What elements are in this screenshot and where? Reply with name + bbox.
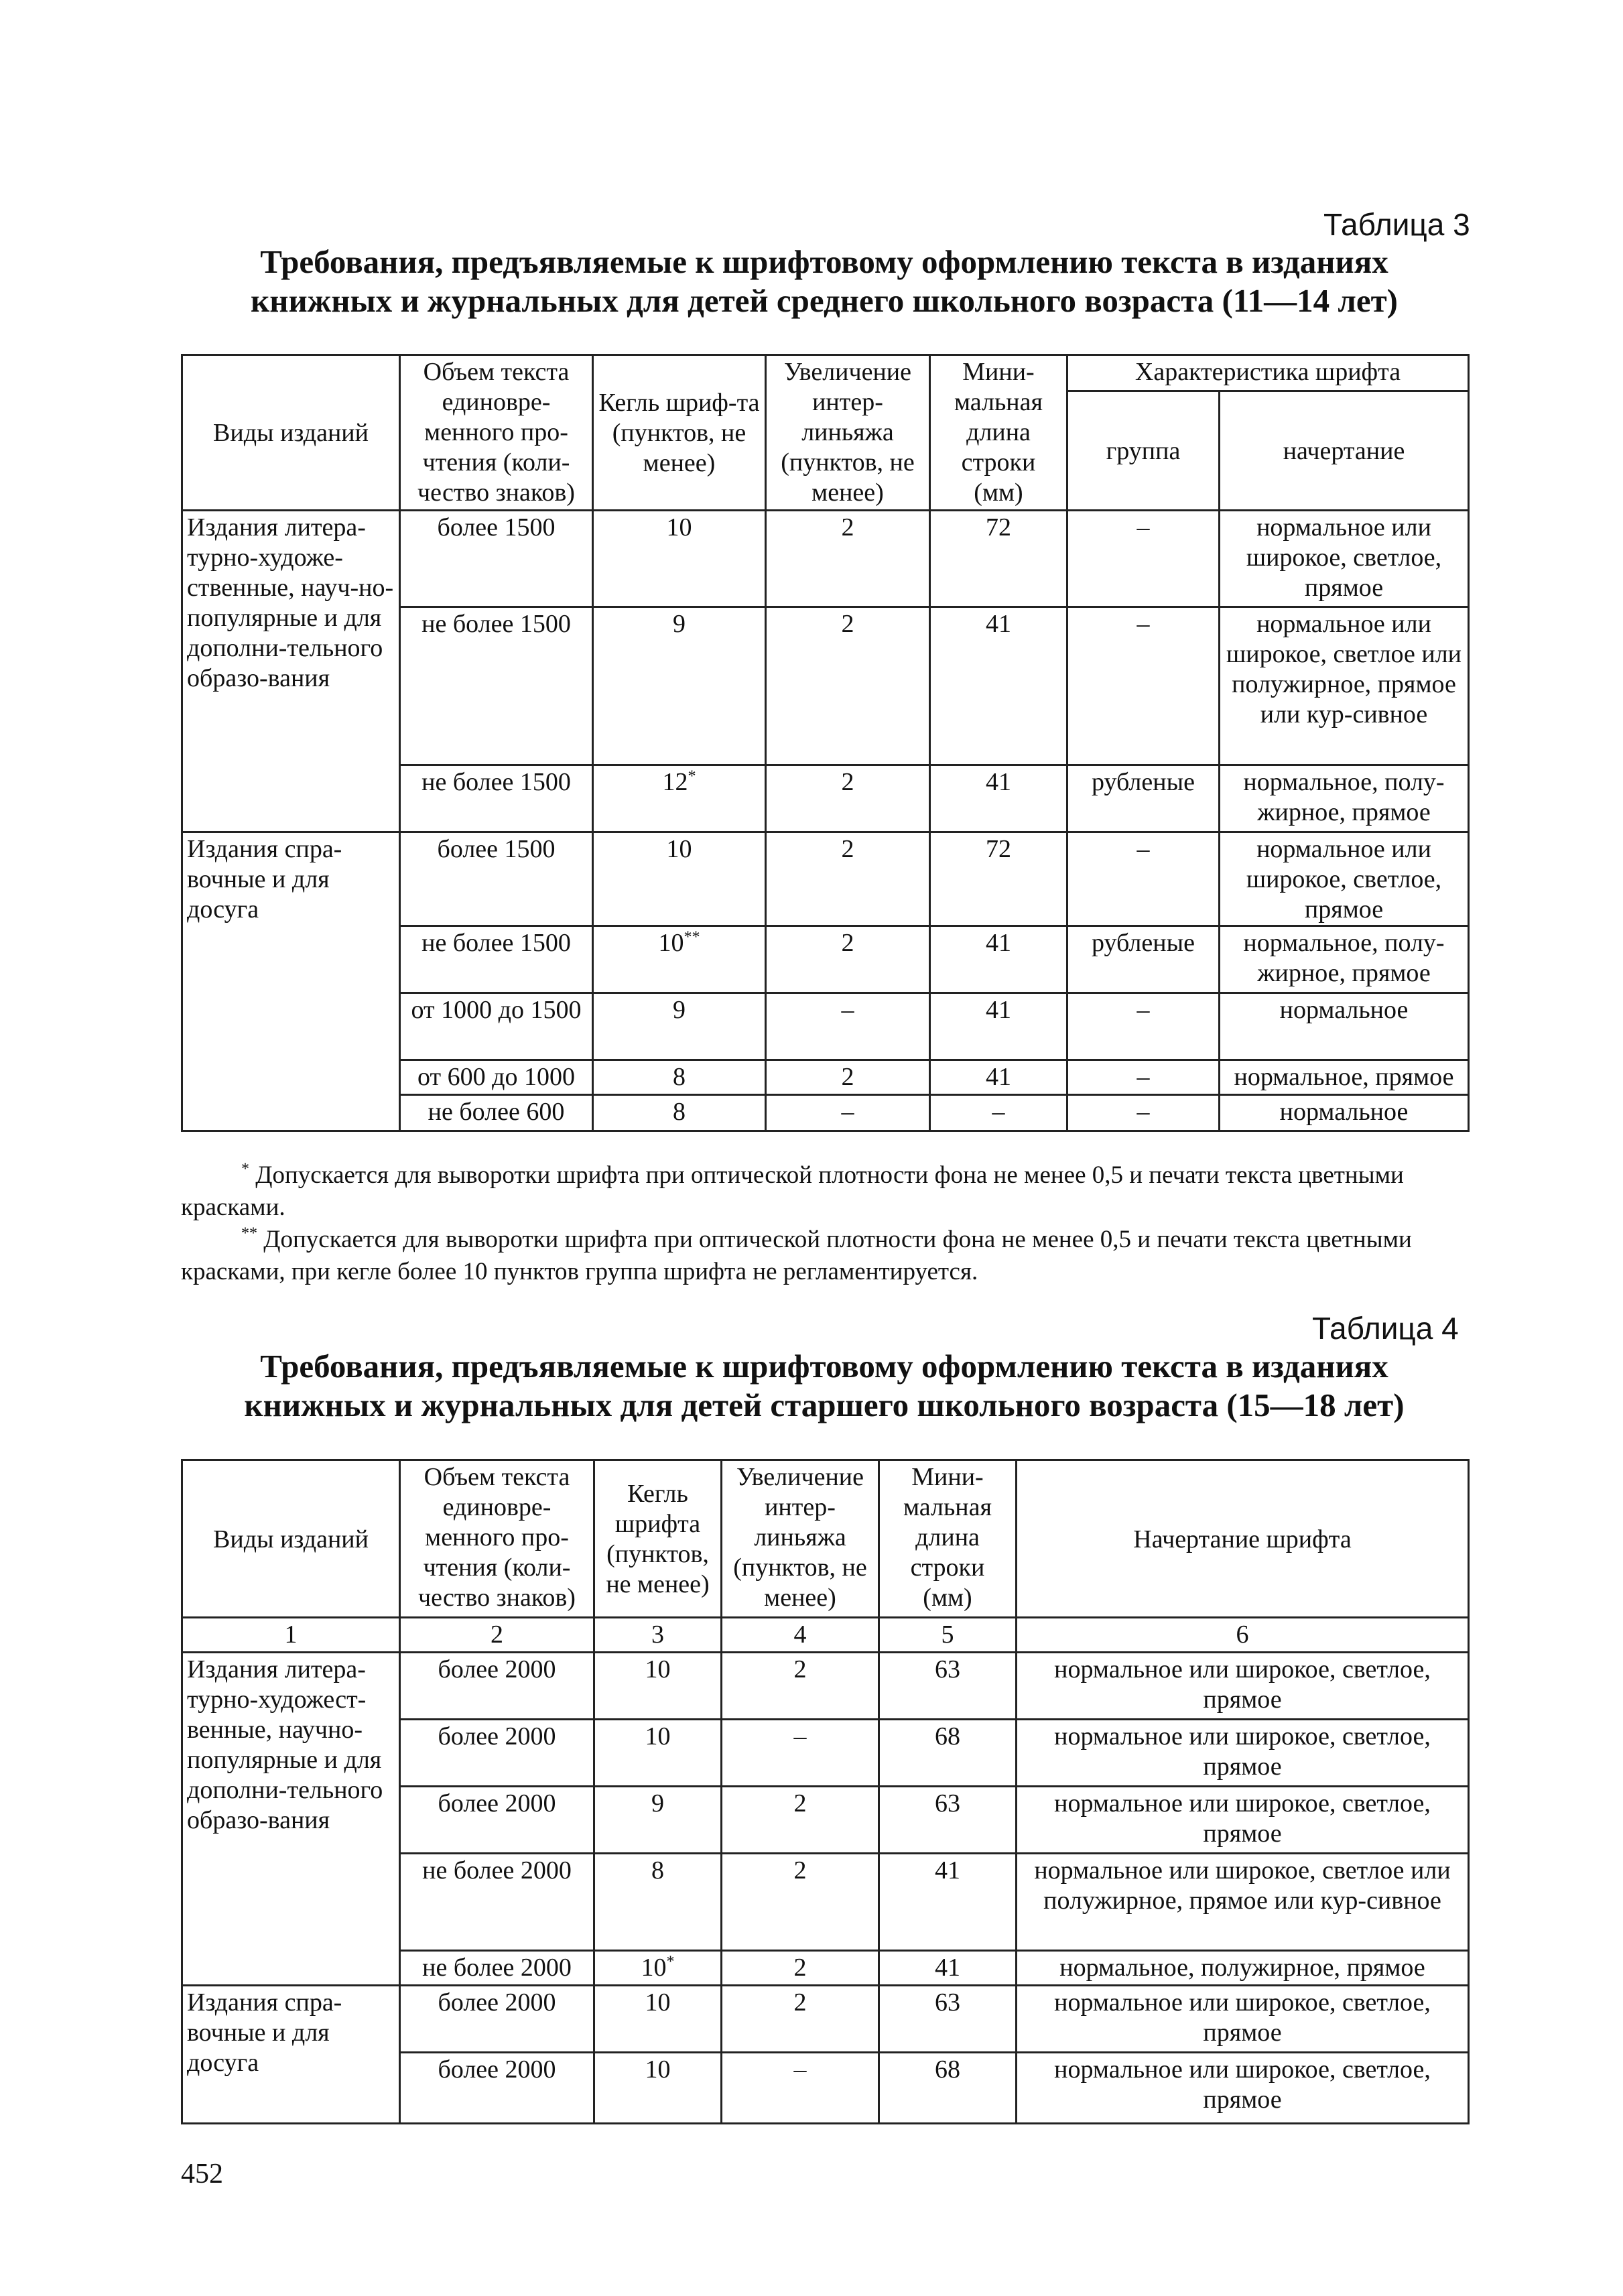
t4-header-kind: Виды изданий	[182, 1460, 400, 1618]
t4-header-volume: Объем текста единовре-менного про-чтения (коли-чество знаков)	[400, 1460, 594, 1618]
t3-cell-group: –	[1067, 832, 1220, 926]
t4-cell-minlen: 63	[879, 1653, 1017, 1720]
t4-header-minlen: Мини-мальная длина строки (мм)	[879, 1460, 1017, 1618]
t4-cell-style: нормальное или широкое, светлое, прямое	[1017, 1986, 1469, 2053]
table4-title	[181, 1347, 1468, 1425]
t4-header-leading: Увеличение интер-линьяжа (пунктов, не менее)	[722, 1460, 879, 1618]
table3-label: Таблица 3	[1323, 207, 1470, 242]
t3-cell-minlen: 72	[930, 832, 1067, 926]
t4-cell-volume: более 2000	[400, 1653, 594, 1720]
footnote-1: * Допускается для выворотки шрифта при оптической плотности фона не менее 0,5 и печати текста цветными красками.	[181, 1160, 1404, 1221]
t3-cell-size: 8	[593, 1060, 766, 1095]
t4-cell-leading: 2	[722, 1986, 879, 2053]
t3-cell-group: –	[1067, 511, 1220, 607]
table3	[181, 354, 1470, 1132]
t3-cell-group: –	[1067, 607, 1220, 765]
t3-cell-size: 9	[593, 607, 766, 765]
table3-title-line2: книжных и журнальных для детей среднего школьного возраста (11—14 лет)	[250, 282, 1398, 319]
t3-cell-minlen: 72	[930, 511, 1067, 607]
t3-cell-style: нормальное, полу-жирное, прямое	[1220, 926, 1469, 993]
t3-cell-size: 10	[593, 511, 766, 607]
t4-colnum: 3	[594, 1618, 722, 1653]
t3-cell-volume: более 1500	[400, 832, 593, 926]
t3-cell-group: рубленые	[1067, 926, 1220, 993]
t4-cell-volume: не более 2000	[400, 1951, 594, 1986]
t4-cell-leading: 2	[722, 1653, 879, 1720]
t4-cell-volume: более 2000	[400, 1986, 594, 2053]
t4-kind1: Издания литера-турно-художест-венные, научно-популярные и для дополни-тельного образо-вания	[182, 1653, 400, 1986]
t3-header-group: группа	[1067, 391, 1220, 511]
t4-cell-size: 9	[594, 1787, 722, 1854]
t3-cell-leading: 2	[766, 832, 930, 926]
t3-cell-group: –	[1067, 993, 1220, 1060]
t3-cell-volume: более 1500	[400, 511, 593, 607]
t4-cell-volume: не более 2000	[400, 1854, 594, 1951]
table-row	[182, 511, 1469, 607]
t4-cell-size: 8	[594, 1854, 722, 1951]
t3-kind1: Издания литера-турно-художе-ственные, науч-но-популярные и для дополни-тельного образо-вания	[182, 511, 400, 832]
t4-cell-volume: более 2000	[400, 1720, 594, 1787]
t4-cell-style: нормальное или широкое, светлое, прямое	[1017, 1720, 1469, 1787]
t4-cell-size: 10	[594, 2053, 722, 2124]
t3-header-leading: Увеличение интер-линьяжа (пунктов, не менее)	[766, 355, 930, 511]
table-row	[182, 1986, 1469, 2053]
t4-cell-leading: 2	[722, 1787, 879, 1854]
table4-label: Таблица 4	[1312, 1311, 1459, 1346]
t4-colnum: 5	[879, 1618, 1017, 1653]
t4-colnum: 2	[400, 1618, 594, 1653]
t3-cell-style: нормальное или широкое, светлое или полужирное, прямое или кур-сивное	[1220, 607, 1469, 765]
t4-cell-style: нормальное или широкое, светлое, прямое	[1017, 2053, 1469, 2124]
t3-cell-style: нормальное, прямое	[1220, 1060, 1469, 1095]
t3-cell-leading: 2	[766, 511, 930, 607]
t3-header-charact: Характеристика шрифта	[1067, 355, 1469, 391]
t4-cell-minlen: 68	[879, 1720, 1017, 1787]
t3-cell-volume: не более 1500	[400, 926, 593, 993]
t3-cell-style: нормальное, полу-жирное, прямое	[1220, 765, 1469, 832]
t4-colnum: 4	[722, 1618, 879, 1653]
t3-cell-style: нормальное или широкое, светлое, прямое	[1220, 832, 1469, 926]
t4-cell-style: нормальное, полужирное, прямое	[1017, 1951, 1469, 1986]
table4	[181, 1459, 1470, 2124]
t3-header-volume: Объем текста единовре-менного про-чтения (коли-чество знаков)	[400, 355, 593, 511]
page-number: 452	[181, 2159, 223, 2189]
t4-cell-size: 10	[594, 1720, 722, 1787]
t3-cell-minlen: 41	[930, 765, 1067, 832]
t4-cell-minlen: 41	[879, 1854, 1017, 1951]
table3-title	[181, 243, 1468, 320]
t4-cell-minlen: 63	[879, 1986, 1017, 2053]
t4-cell-volume: более 2000	[400, 2053, 594, 2124]
t3-kind2: Издания спра-вочные и для досуга	[182, 832, 400, 1131]
table-row	[182, 1653, 1469, 1720]
table-row	[182, 832, 1469, 926]
t3-cell-leading: 2	[766, 765, 930, 832]
t4-cell-leading: 2	[722, 1854, 879, 1951]
t4-cell-style: нормальное или широкое, светлое, прямое	[1017, 1653, 1469, 1720]
t3-cell-leading: 2	[766, 926, 930, 993]
t4-colnum: 6	[1017, 1618, 1469, 1653]
table-row	[182, 1618, 1469, 1653]
t3-cell-size: 9	[593, 993, 766, 1060]
t3-cell-leading: –	[766, 993, 930, 1060]
t4-cell-minlen: 63	[879, 1787, 1017, 1854]
table4-title-line1: Требования, предъявляемые к шрифтовому оформлению текста в изданиях	[260, 1348, 1388, 1385]
t3-cell-minlen: 41	[930, 993, 1067, 1060]
t3-cell-style: нормальное или широкое, светлое, прямое	[1220, 511, 1469, 607]
t3-cell-volume: от 1000 до 1500	[400, 993, 593, 1060]
t3-cell-volume: от 600 до 1000	[400, 1060, 593, 1095]
t3-cell-size: 10**	[593, 926, 766, 993]
t3-cell-volume: не более 1500	[400, 765, 593, 832]
t4-cell-style: нормальное или широкое, светлое или полужирное, прямое или кур-сивное	[1017, 1854, 1469, 1951]
t3-header-kind: Виды изданий	[182, 355, 400, 511]
t4-cell-leading: –	[722, 1720, 879, 1787]
t4-kind2: Издания спра-вочные и для досуга	[182, 1986, 400, 2124]
t3-cell-minlen: 41	[930, 607, 1067, 765]
t4-cell-minlen: 68	[879, 2053, 1017, 2124]
t3-cell-style: нормальное	[1220, 993, 1469, 1060]
footnote-2: ** Допускается для выворотки шрифта при оптической плотности фона не менее 0,5 и печати текста цветными красками, при кегле более 10 пунктов группа шрифта не регламентируется.	[181, 1224, 1412, 1285]
t4-cell-size: 10*	[594, 1951, 722, 1986]
t4-cell-style: нормальное или широкое, светлое, прямое	[1017, 1787, 1469, 1854]
t4-cell-minlen: 41	[879, 1951, 1017, 1986]
t4-cell-leading: –	[722, 2053, 879, 2124]
t3-cell-minlen: 41	[930, 1060, 1067, 1095]
t3-cell-leading: 2	[766, 1060, 930, 1095]
t4-header-size: Кегль шрифта (пунктов, не менее)	[594, 1460, 722, 1618]
t4-header-style: Начертание шрифта	[1017, 1460, 1469, 1618]
t4-colnum: 1	[182, 1618, 400, 1653]
t3-cell-size: 8	[593, 1095, 766, 1131]
table3-footnotes	[181, 1159, 1468, 1288]
t4-cell-size: 10	[594, 1653, 722, 1720]
t3-cell-group: –	[1067, 1060, 1220, 1095]
t3-cell-minlen: 41	[930, 926, 1067, 993]
t3-cell-volume: не более 1500	[400, 607, 593, 765]
table3-title-line1: Требования, предъявляемые к шрифтовому оформлению текста в изданиях	[260, 243, 1388, 280]
t4-cell-volume: более 2000	[400, 1787, 594, 1854]
t4-cell-leading: 2	[722, 1951, 879, 1986]
t3-cell-group: –	[1067, 1095, 1220, 1131]
t3-cell-group: рубленые	[1067, 765, 1220, 832]
t3-cell-leading: –	[766, 1095, 930, 1131]
t3-header-minlen: Мини-мальная длина строки (мм)	[930, 355, 1067, 511]
t3-cell-size: 12*	[593, 765, 766, 832]
t3-cell-style: нормальное	[1220, 1095, 1469, 1131]
t4-cell-size: 10	[594, 1986, 722, 2053]
t3-cell-size: 10	[593, 832, 766, 926]
t3-cell-volume: не более 600	[400, 1095, 593, 1131]
t3-header-style: начертание	[1220, 391, 1469, 511]
table4-title-line2: книжных и журнальных для детей старшего школьного возраста (15—18 лет)	[244, 1387, 1405, 1423]
t3-cell-minlen: –	[930, 1095, 1067, 1131]
t3-header-size: Кегль шриф-та (пунктов, не менее)	[593, 355, 766, 511]
t3-cell-leading: 2	[766, 607, 930, 765]
